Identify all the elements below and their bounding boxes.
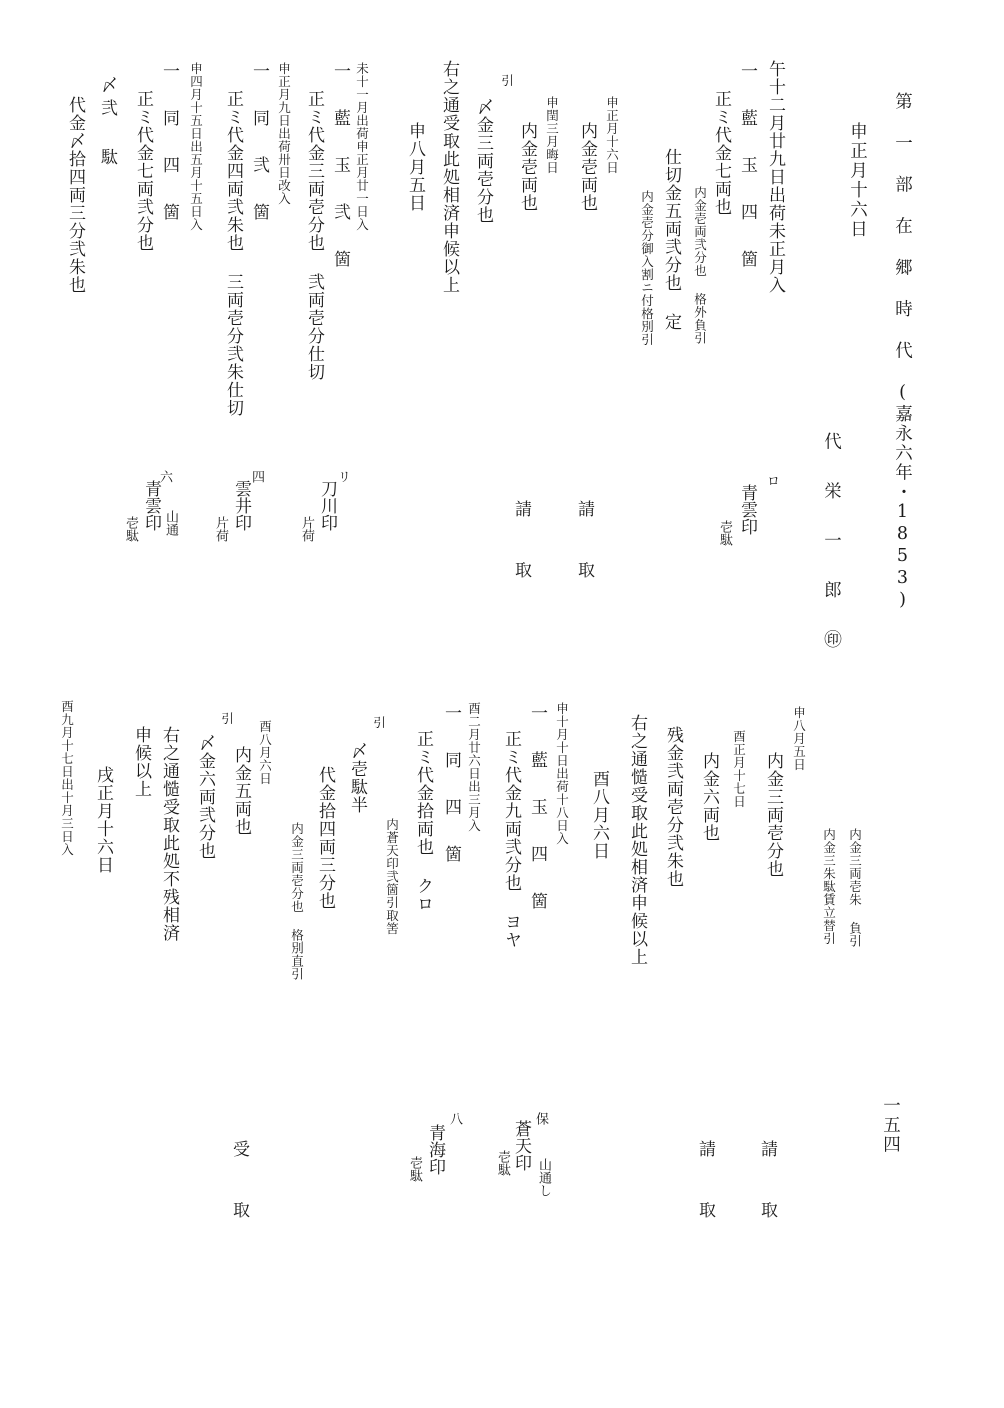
receipt-statement: 右之通受取此処相済申候以上: [439, 60, 459, 294]
receipt-statement: 申候以上: [131, 726, 151, 798]
deduction-note: 内金三両壱分也 格別直引: [289, 822, 305, 981]
receipt-signature: 請 取: [511, 500, 531, 590]
shipment-line: 酉二月廿六日出三月入: [466, 702, 482, 832]
price-line: 正ミ代金拾両也 クロ: [413, 730, 433, 913]
deduction-note: 内金三両壱朱 負引: [847, 828, 863, 948]
subtotal-line: 〆金三両壱分也: [473, 98, 493, 224]
price-line: 正ミ代金七両也: [711, 90, 731, 216]
date-line: 申八月五日: [405, 122, 425, 212]
total-price-line: 代金〆拾四両三分弐朱也: [65, 96, 85, 294]
payment-line: 内金三両壱分也: [763, 752, 783, 878]
pickup-note: 内蒼天印弐箇引取筈: [384, 818, 400, 935]
load-count: 壱駄: [123, 516, 138, 542]
total-loads-line: 〆弐 駄: [97, 76, 117, 171]
receipt-signature: 請 取: [757, 1140, 777, 1230]
price-line: 正ミ代金七両弐分也: [133, 90, 153, 252]
date-line: 戌正月十六日: [93, 766, 113, 874]
route-note: 山通し: [536, 1158, 551, 1197]
load-count: 壱駄: [407, 1156, 422, 1182]
date-line: 申正月十六日: [847, 122, 868, 239]
item-line: 一 藍 玉 弐 箇: [330, 62, 350, 272]
subtotal-line: 〆金六両弐分也: [195, 734, 215, 860]
mark-tag: 八: [447, 1112, 462, 1125]
subtotal-marker: 引: [499, 74, 515, 87]
chapter-header: 第 一 部 在 郷 時 代 (嘉永六年・1853): [892, 92, 913, 612]
brand-seal: 雲井印: [231, 480, 251, 531]
subtotal-marker: 引: [219, 712, 235, 725]
total-price-line: 代金拾四両三分也: [315, 766, 335, 910]
page-number: 一五四: [880, 1096, 901, 1155]
load-count: 片荷: [213, 516, 228, 542]
shipment-line: 申正月九日出荷卅日改入: [276, 62, 292, 205]
load-count: 壱駄: [717, 520, 732, 546]
shipment-line: 午十二月廿九日出荷未正月入: [765, 60, 785, 294]
receipt-statement: 右之通慥受取此処相済申候以上: [627, 714, 647, 966]
payment-line: 内金六両也: [699, 752, 719, 842]
subtotal-marker: 引: [371, 716, 387, 729]
receipt-statement: 右之通慥受取此処不残相済: [159, 726, 179, 942]
date-line: 酉八月六日: [257, 720, 273, 785]
shipment-line: 申四月十五日出五月十五日入: [188, 62, 204, 231]
balance-line: 残金弐両壱分弐朱也: [663, 726, 683, 888]
brand-seal: 刀川印: [317, 480, 337, 531]
shipment-line: 酉九月十七日出十月三日入: [59, 700, 75, 856]
shipment-line: 未十一月出荷申正月廿一日入: [354, 62, 370, 231]
deduction-note: 内金壱両弐分也 格外負引: [692, 186, 708, 345]
item-line: 一 同 四 箇: [441, 704, 461, 867]
total-loads-line: 〆壱駄半: [347, 742, 367, 814]
payment-line: 内金壱両也: [517, 122, 537, 212]
date-line: 申閏三月晦日: [544, 96, 560, 174]
date-line: 酉正月十七日: [731, 730, 747, 808]
settlement-line: 仕切金五両弐分也 定: [661, 148, 681, 331]
mark-tag: 保: [533, 1112, 548, 1125]
route-note: 山通: [163, 510, 178, 536]
item-line: 一 藍 玉 四 箇: [737, 62, 757, 272]
load-count: 片荷: [299, 516, 314, 542]
deduction-note: 内金壱分御入割ニ付格別引: [639, 190, 655, 346]
mark-tag: 六: [157, 470, 172, 483]
shipment-line: 申十月十日出荷十八日入: [554, 702, 570, 845]
price-line: 正ミ代金三両壱分也 弐両壱分仕切: [304, 90, 324, 381]
date-line: 申八月五日: [791, 706, 807, 771]
receipt-signature: 請 取: [574, 500, 594, 590]
price-line: 正ミ代金四両弐朱也 三両壱分弐朱仕切: [223, 90, 243, 417]
brand-seal: 青雲印: [737, 484, 757, 535]
payment-line: 内金五両也: [231, 746, 251, 836]
mark-tag: ロ: [764, 474, 779, 487]
author-signature: 代 栄 一 郎 ㊞: [821, 432, 842, 654]
load-count: 壱駄: [495, 1150, 510, 1176]
mark-tag: リ: [335, 470, 350, 483]
receipt-signature: 受 取: [229, 1140, 249, 1230]
mark-tag: 四: [249, 470, 264, 483]
receipt-signature: 請 取: [695, 1140, 715, 1230]
price-line: 正ミ代金九両弐分也 ヨヤ: [501, 730, 521, 949]
brand-seal: 蒼天印: [511, 1120, 531, 1171]
brand-seal: 青雲印: [141, 480, 161, 531]
item-line: 一 同 弐 箇: [249, 62, 269, 225]
brand-seal: 青海印: [425, 1124, 445, 1175]
item-line: 一 藍 玉 四 箇: [527, 704, 547, 914]
item-line: 一 同 四 箇: [159, 62, 179, 225]
date-line: 酉八月六日: [589, 770, 609, 860]
deduction-note: 内金三朱駄賃立替引: [821, 828, 837, 945]
payment-line: 内金壱両也: [577, 122, 597, 212]
date-line: 申正月十六日: [604, 96, 620, 174]
